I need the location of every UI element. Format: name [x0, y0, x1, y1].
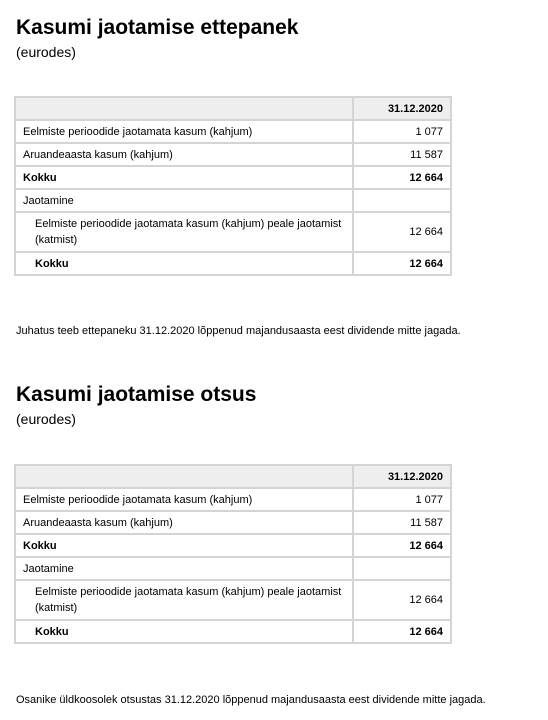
- row-value: [353, 557, 451, 580]
- proposal-title: Kasumi jaotamise ettepanek: [16, 16, 299, 39]
- row-value: 1 077: [353, 488, 451, 511]
- header-label-cell: [15, 97, 353, 120]
- table-row: [15, 511, 451, 534]
- table-row-total: [15, 166, 451, 189]
- decision-subtitle: (eurodes): [16, 411, 76, 427]
- proposal-table: [14, 96, 452, 276]
- decision-table: [14, 464, 452, 644]
- row-label: Aruandeaasta kasum (kahjum): [15, 143, 353, 166]
- table-row: [15, 488, 451, 511]
- row-value: 12 664: [353, 252, 451, 275]
- header-date-cell: 31.12.2020: [353, 97, 451, 120]
- row-label: Eelmiste perioodide jaotamata kasum (kahjum): [15, 488, 353, 511]
- table-row-total: [15, 252, 451, 275]
- header-date-cell: 31.12.2020: [353, 465, 451, 488]
- row-value: 11 587: [353, 143, 451, 166]
- row-value: 12 664: [353, 620, 451, 643]
- table-row-total: [15, 620, 451, 643]
- decision-title: Kasumi jaotamise otsus: [16, 383, 257, 406]
- header-label-cell: [15, 465, 353, 488]
- row-value: 12 664: [353, 212, 451, 252]
- table-header-row: [15, 97, 451, 120]
- row-label: Eelmiste perioodide jaotamata kasum (kahjum): [15, 120, 353, 143]
- table-row: [15, 120, 451, 143]
- row-label: Kokku: [15, 534, 353, 557]
- row-value: [353, 189, 451, 212]
- row-value: 1 077: [353, 120, 451, 143]
- row-label: Eelmiste perioodide jaotamata kasum (kahjum) peale jaotamist (katmist): [15, 580, 353, 620]
- row-label: Jaotamine: [15, 557, 353, 580]
- decision-note: Osanike üldkoosolek otsustas 31.12.2020 lõppenud majandusaasta eest dividende mitte jagada.: [16, 694, 486, 706]
- proposal-note: Juhatus teeb ettepaneku 31.12.2020 lõppenud majandusaasta eest dividende mitte jagada.: [16, 325, 461, 337]
- row-label: Kokku: [15, 620, 353, 643]
- row-label: Jaotamine: [15, 189, 353, 212]
- row-label: Kokku: [15, 252, 353, 275]
- table-header-row: [15, 465, 451, 488]
- row-label: Eelmiste perioodide jaotamata kasum (kahjum) peale jaotamist (katmist): [15, 212, 353, 252]
- table-row: [15, 580, 451, 620]
- row-value: 12 664: [353, 580, 451, 620]
- table-row-total: [15, 534, 451, 557]
- row-value: 12 664: [353, 166, 451, 189]
- proposal-subtitle: (eurodes): [16, 44, 76, 60]
- table-row: [15, 557, 451, 580]
- row-value: 11 587: [353, 511, 451, 534]
- row-value: 12 664: [353, 534, 451, 557]
- row-label: Aruandeaasta kasum (kahjum): [15, 511, 353, 534]
- table-row: [15, 189, 451, 212]
- table-row: [15, 212, 451, 252]
- table-row: [15, 143, 451, 166]
- row-label: Kokku: [15, 166, 353, 189]
